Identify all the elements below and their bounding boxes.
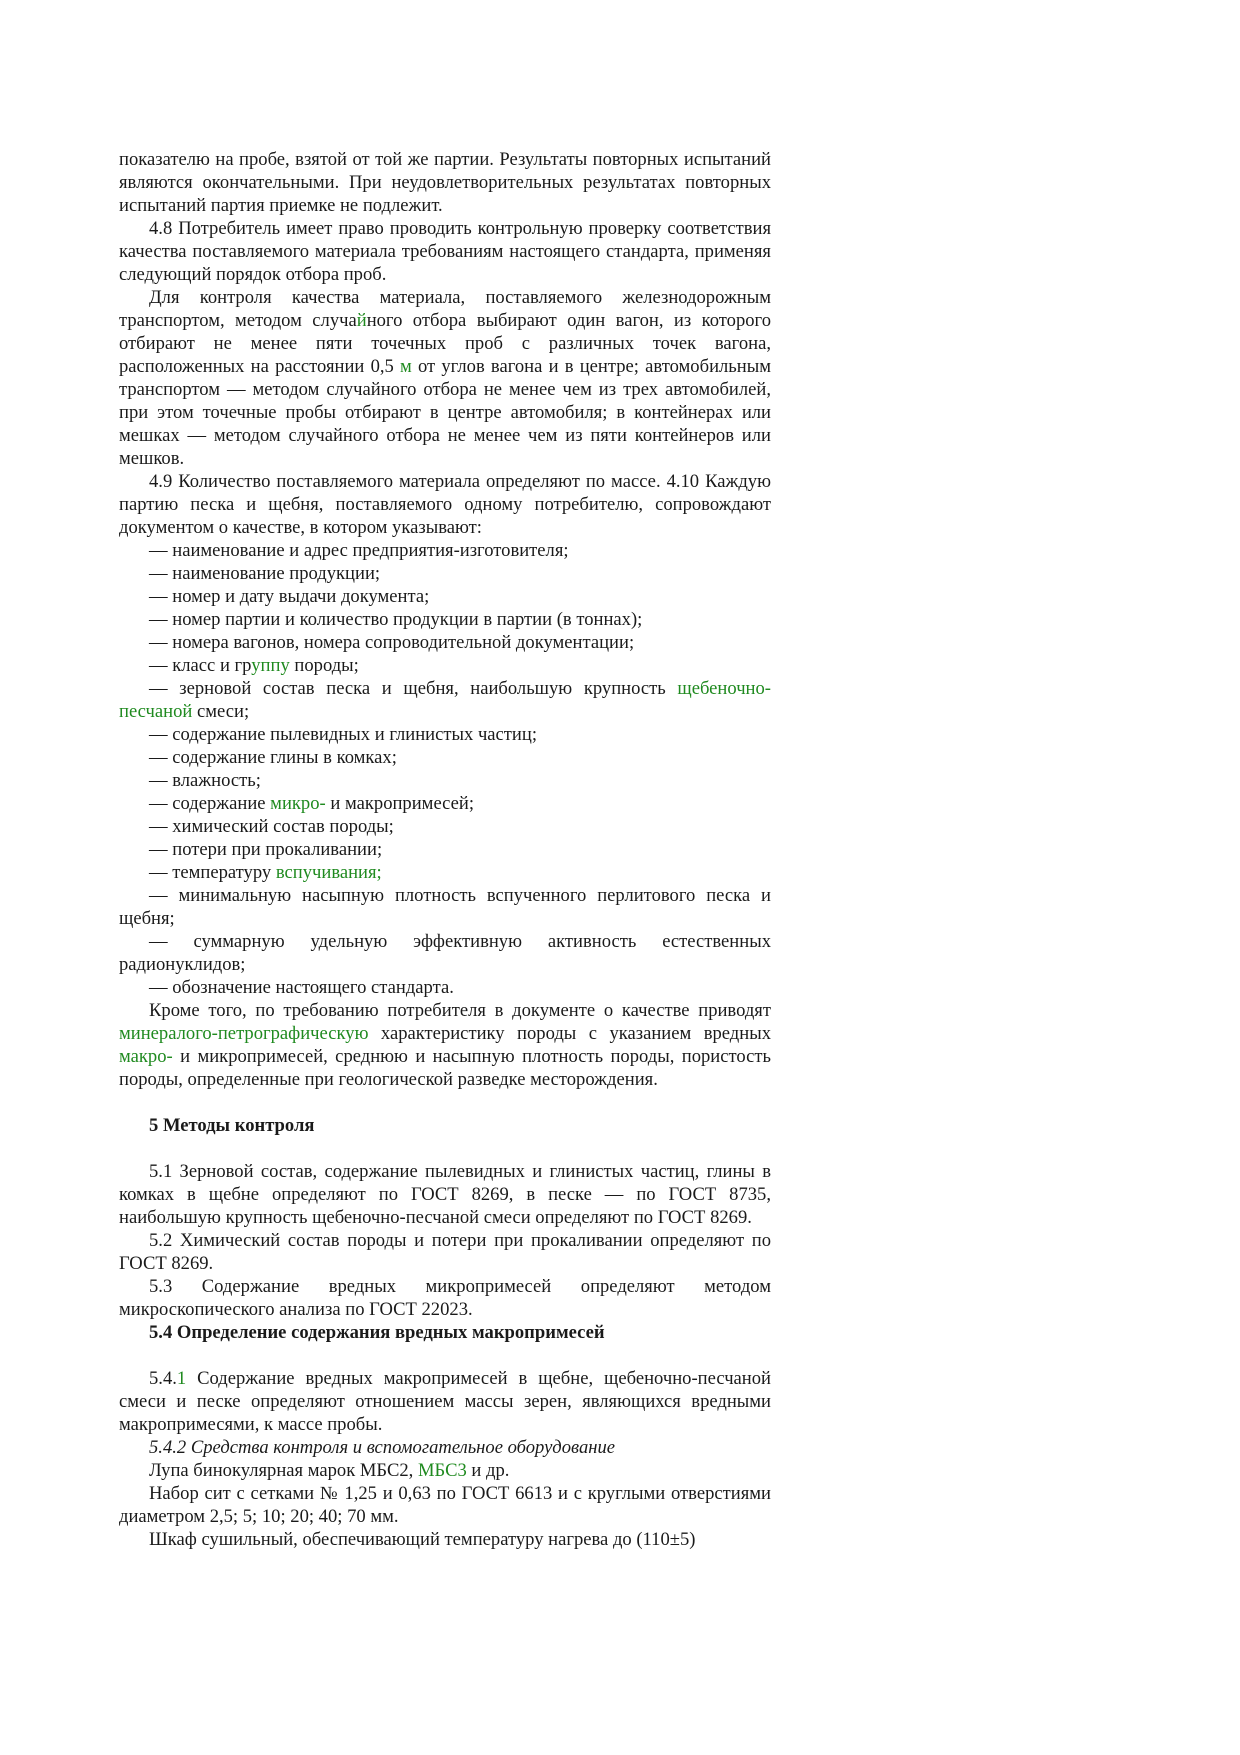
text-run: — температуру — [149, 862, 276, 883]
text-run: породы; — [289, 655, 359, 676]
list-item: — потери при прокаливании; — [149, 839, 383, 860]
paragraph-5-4-1 — [119, 1367, 771, 1436]
paragraph-loupe — [119, 1459, 771, 1482]
text-run: и др. — [466, 1460, 510, 1481]
list-item: — суммарную удельную эффективную активность естественных радионуклидов; — [119, 931, 771, 975]
highlighted-text: минералого-петрографическую — [119, 1023, 369, 1044]
highlighted-text: МБС3 — [417, 1460, 467, 1481]
text-run: Лупа бинокулярная марок МБС2, — [149, 1460, 418, 1481]
list-item: — обозначение настоящего стандарта. — [149, 977, 454, 998]
paragraph-extra-info — [119, 999, 771, 1091]
list-item — [119, 677, 771, 723]
text-run: смеси; — [192, 701, 250, 722]
list-item: — номер и дату выдачи документа; — [149, 586, 430, 607]
highlighted-text: м — [400, 356, 412, 377]
section-heading: 5 Методы контроля — [149, 1115, 315, 1136]
paragraph-sampling — [119, 286, 771, 470]
paragraph-5-3: 5.3 Содержание вредных микропримесей определяют методом микроскопического анализа по ГОСТ 22023. — [119, 1276, 771, 1320]
list-item: — номер партии и количество продукции в партии (в тоннах); — [149, 609, 643, 630]
subsection-heading: 5.4 Определение содержания вредных макропримесей — [149, 1322, 605, 1343]
paragraph-5-1: 5.1 Зерновой состав, содержание пылевидных и глинистых частиц, глины в комках в щебне определяют по ГОСТ 8269, в песке — по ГОСТ 8735, наибольшую крупность щебеночно-песчаной смеси определяют по ГОСТ 8269. — [119, 1161, 771, 1228]
paragraph-intro-continuation: показателю на пробе, взятой от той же партии. Результаты повторных испытаний являются окончательными. При неудовлетворительных результатах повторных испытаний партия приемке не подлежит. — [119, 149, 771, 216]
list-item: — содержание пылевидных и глинистых частиц; — [149, 724, 537, 745]
highlighted-text: микро- — [270, 793, 326, 814]
paragraph-oven: Шкаф сушильный, обеспечивающий температуру нагрева до (110±5) — [149, 1529, 696, 1550]
list-item: — влажность; — [149, 770, 261, 791]
text-run: 5.4. — [149, 1368, 177, 1389]
list-item: — химический состав породы; — [149, 816, 394, 837]
list-item: — содержание глины в комках; — [149, 747, 397, 768]
paragraph-4-9: 4.9 Количество поставляемого материала определяют по массе. 4.10 Каждую партию песка и щебня, поставляемого одному потребителю, сопровождают документом о качестве, в котором указывают: — [119, 471, 771, 538]
highlighted-text: уппу — [251, 655, 290, 676]
text-run: Содержание вредных макропримесей в щебне, щебеночно-песчаной смеси и песке определяют отношением массы зерен, являющихся вредными макропримесями, к массе пробы. — [119, 1368, 771, 1435]
text-run: Для контроля качества материала, поставляемого железнодорожным транспортом, методом случа — [119, 287, 771, 331]
paragraph-5-2: 5.2 Химический состав породы и потери при прокаливании определяют по ГОСТ 8269. — [119, 1230, 771, 1274]
text-run: — класс и гр — [149, 655, 252, 676]
text-run: — содержание — [149, 793, 271, 814]
list-item: — номера вагонов, номера сопроводительной документации; — [149, 632, 635, 653]
text-run: — зерновой состав песка и щебня, наибольшую крупность — [149, 678, 678, 699]
text-run: ного отбора выбирают один вагон, из которого отбирают не менее пяти точечных проб с различных точек вагона, расположенных на расстоянии 0,5 — [119, 310, 771, 377]
text-run: и микропримесей, среднюю и насыпную плотность породы, пористость породы, определенные при геологической разведке месторождения. — [119, 1046, 771, 1090]
list-item — [119, 792, 771, 815]
list-item: — наименование и адрес предприятия-изготовителя; — [149, 540, 569, 561]
text-run: и макропримесей; — [325, 793, 475, 814]
highlighted-text: щебеночно-песчаной — [119, 678, 771, 722]
highlighted-text: вспучивания; — [275, 862, 382, 883]
highlighted-text: й — [356, 310, 367, 331]
text-run: от углов вагона и в центре; автомобильным транспортом — методом случайного отбора не менее чем из трех автомобилей, при этом точечные пробы отбирают в центре автомобиля; в контейнерах или мешках — методом случайного отбора не менее чем из пяти контейнеров или мешков. — [119, 356, 771, 469]
list-item: — минимальную насыпную плотность вспученного перлитового песка и щебня; — [119, 885, 771, 929]
document-page — [119, 148, 771, 1551]
paragraph-4-8: 4.8 Потребитель имеет право проводить контрольную проверку соответствия качества поставляемого материала требованиям настоящего стандарта, применяя следующий порядок отбора проб. — [119, 218, 771, 285]
list-item — [119, 654, 771, 677]
paragraph-sieves: Набор сит с сетками № 1,25 и 0,63 по ГОСТ 6613 и с круглыми отверстиями диаметром 2,5; 5; 10; 20; 40; 70 мм. — [119, 1483, 771, 1527]
italic-subheading: 5.4.2 Средства контроля и вспомогательное оборудование — [149, 1437, 616, 1458]
text-run: Кроме того, по требованию потребителя в документе о качестве приводят — [149, 1000, 771, 1021]
highlighted-text: 1 — [176, 1368, 187, 1389]
list-item: — наименование продукции; — [149, 563, 381, 584]
highlighted-text: макро- — [119, 1046, 173, 1067]
text-run: характеристику породы с указанием вредных — [368, 1023, 771, 1044]
list-item — [119, 861, 771, 884]
